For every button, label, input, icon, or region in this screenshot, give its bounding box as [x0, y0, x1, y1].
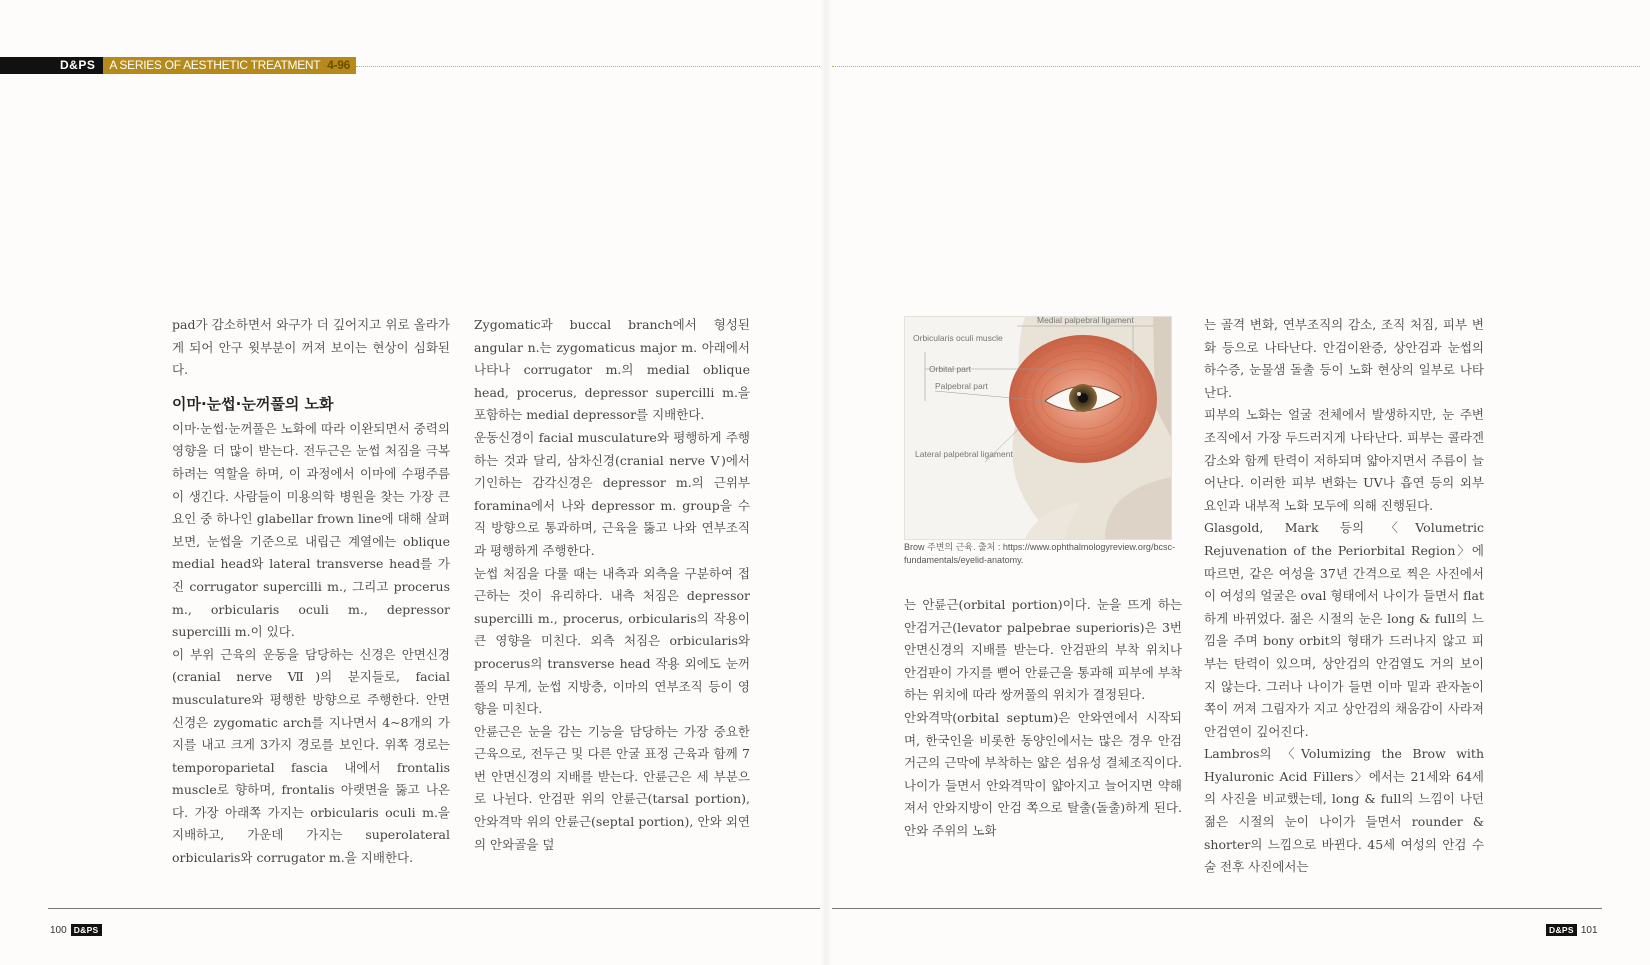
- page-number-value: 100: [50, 924, 67, 936]
- section-heading: 이마·눈썹·눈꺼풀의 노화: [172, 394, 334, 413]
- paragraph: Lambros의 〈Volumizing the Brow with Hyaluronic Acid Fillers〉에서는 21세와 64세의 사진을 비교했는데, long & full의 느낌이 나던 젊은 시절의 눈이 나이가 들면서 rounder & shorter의 느낌으로 바뀐다. 45세 여성의 안검 수술 전후 사진에서는: [1204, 746, 1484, 875]
- header-series-title: A SERIES OF AESTHETIC TREATMENT: [109, 58, 321, 72]
- header-series: [103, 57, 356, 74]
- paragraph: 이 부위 근육의 운동을 담당하는 신경은 안면신경(cranial nerve Ⅶ)의 분지들로, facial musculature와 평행한 방향으로 주행한다. 안면신경은 zygomatic arch를 지나면서 4~8개의 가지를 내고 크게 3가지 경로를 보인다. 위쪽 경로는 temporoparietal fascia 내에서 frontalis muscle로 향하며, frontalis 아랫면을 뚫고 나온다. 가장 아래쪽 가지는 orbicularis oculi m.을 지배하고, 가운데 가지는 superolateral orbicularis와 corrugator m.을 지배한다.: [172, 646, 450, 866]
- header-series-number: 4-96: [327, 58, 350, 72]
- footer-logo-badge: D&PS: [71, 924, 102, 936]
- page-number-right: [1546, 924, 1598, 936]
- paragraph: 이마·눈썹·눈꺼풀은 노화에 따라 이완되면서 중력의 영향을 더 많이 받는다. 전두근은 눈썹 처짐을 극복하려는 역할을 하며, 이 과정에서 이마에 수평주름이 생긴다. 사람들이 미용의학 병원을 찾는 가장 큰 요인 중 하나인 glabellar frown line에 대해 살펴보면, 눈썹을 기준으로 내립근 계열에는 oblique medial head와 lateral transverse head를 가진 corrugator supercilli m., 그리고 procerus m., orbicularis oculi m., depressor supercilli m.이 있다.: [172, 420, 450, 640]
- page-number-left: [50, 924, 102, 936]
- label-orbital-part: Orbital part: [929, 364, 972, 374]
- text-column-2: [474, 314, 750, 856]
- paragraph: 피부의 노화는 얼굴 전체에서 발생하지만, 눈 주변 조직에서 가장 두드러지게 나타난다. 피부는 콜라겐 감소와 함께 탄력이 저하되며 얇아지면서 주름이 늘어난다. 이러한 피부 변화는 UV나 흡연 등의 외부 요인과 내부적 노화 모두에 의해 진행된다.: [1204, 407, 1484, 513]
- figure-caption: Brow 주변의 근육. 출처 : https://www.ophthalmologyreview.org/bcsc-fundamentals/eyelid-anatomy.: [904, 542, 1175, 565]
- paragraph: pad가 감소하면서 와구가 더 깊어지고 위로 올라가게 되어 안구 윗부분이 꺼져 보이는 현상이 심화된다.: [172, 317, 450, 378]
- footer-logo-badge: D&PS: [1546, 924, 1577, 936]
- text-column-3: [904, 594, 1182, 843]
- label-medial-palpebral-ligament: Medial palpebral ligament: [1037, 317, 1134, 325]
- footer-rule-left: [48, 908, 820, 909]
- label-palpebral-part: Palpebral part: [935, 381, 988, 391]
- label-orbicularis-oculi: Orbicularis oculi muscle: [913, 333, 1003, 343]
- paragraph: 눈썹 처짐을 다룰 때는 내측과 외측을 구분하여 접근하는 것이 유리하다. 내측 처짐은 depressor supercilli m., procerus, orbicularis의 작용이 큰 영향을 미친다. 외측 처짐은 orbicularis와 procerus의 transverse head 작용 외에도 눈꺼풀의 무게, 눈썹 지방층, 이마의 연부조직 등이 영향을 미친다.: [474, 565, 750, 717]
- text-column-4: [1204, 314, 1484, 879]
- header-rule-left: [356, 66, 820, 67]
- paragraph: Glasgold, Mark 등의 〈Volumetric Rejuvenation of the Periorbital Region〉에 따르면, 같은 여성을 37년 간격으로 찍은 사진에서 이 여성의 얼굴은 oval 형태에서 나이가 들면서 flat하게 바뀌었다. 젊은 시절의 눈은 long & full의 느낌을 주며 bony orbit의 형태가 드러나지 않고 피부는 탄력이 있으며, 상안검의 안검열도 거의 보이지 않는다. 그러나 나이가 들면 이마 밑과 관자놀이 쪽이 꺼져 그림자가 지고 상안검의 채움감이 사라져 안검연이 깊어진다.: [1204, 520, 1484, 739]
- paragraph: 는 안륜근(orbital portion)이다. 눈을 뜨게 하는 안검거근(levator palpebrae superioris)은 3번 안면신경의 지배를 받는다. 안검판의 부착 위치나 안검판이 가지를 뻗어 안륜근을 통과해 피부에 부착하는 위치에 따라 쌍꺼풀의 위치가 결정된다.: [904, 597, 1182, 703]
- eye-muscle-illustration: [905, 317, 1171, 539]
- page-gutter: [820, 0, 832, 965]
- eyelid-anatomy-figure: [904, 316, 1172, 540]
- running-header: [0, 57, 356, 74]
- footer-rule-right: [832, 908, 1602, 909]
- paragraph: 안와격막(orbital septum)은 안와연에서 시작되며, 한국인을 비롯한 동양인에서는 많은 경우 안검거근의 근막에 부착하는 얇은 섬유성 결체조직이다. 나이가 들면서 안와격막이 얇아지고 늘어지면 약해져서 안와지방이 안검 쪽으로 탈출(돌출)하게 된다. 안와 주위의 노화: [904, 709, 1182, 838]
- text-column-1: [172, 314, 450, 870]
- label-lateral-palpebral-ligament: Lateral palpebral ligament: [915, 449, 1013, 459]
- paragraph: 안륜근은 눈을 감는 기능을 담당하는 가장 중요한 근육으로, 전두근 및 다른 안굴 표정 근육과 함께 7번 안면신경의 지배를 받는다. 안륜근은 세 부분으로 나뉜다. 안검판 위의 안륜근(tarsal portion), 안와격막 위의 안륜근(septal portion), 안와 외연의 안와골을 덮: [474, 723, 750, 852]
- header-brand: D&PS: [0, 57, 103, 74]
- paragraph: Zygomatic과 buccal branch에서 형성된 angular n.는 zygomaticus major m. 아래에서 나타나 corrugator m.의 medial oblique head, procerus, depressor supercilli m.을 포함하는 medial depressor를 지배한다.: [474, 317, 750, 423]
- header-rule-right: [832, 66, 1640, 67]
- page-number-value: 101: [1580, 924, 1598, 936]
- paragraph: 운동신경이 facial musculature와 평행하게 주행하는 것과 달리, 삼차신경(cranial nerve Ⅴ)에서 기인하는 감각신경은 depressor m.의 근위부 foramina에서 나와 depressor m. group을 수직 방향으로 통과하며, 근육을 뚫고 나와 연부조직과 평행하게 주행한다.: [474, 429, 750, 558]
- paragraph: 는 골격 변화, 연부조직의 감소, 조직 처짐, 피부 변화 등으로 나타난다. 안검이완증, 상안검과 눈썹의 하수증, 눈물샘 돌출 등이 노화 현상의 일부로 나타난다.: [1204, 317, 1484, 400]
